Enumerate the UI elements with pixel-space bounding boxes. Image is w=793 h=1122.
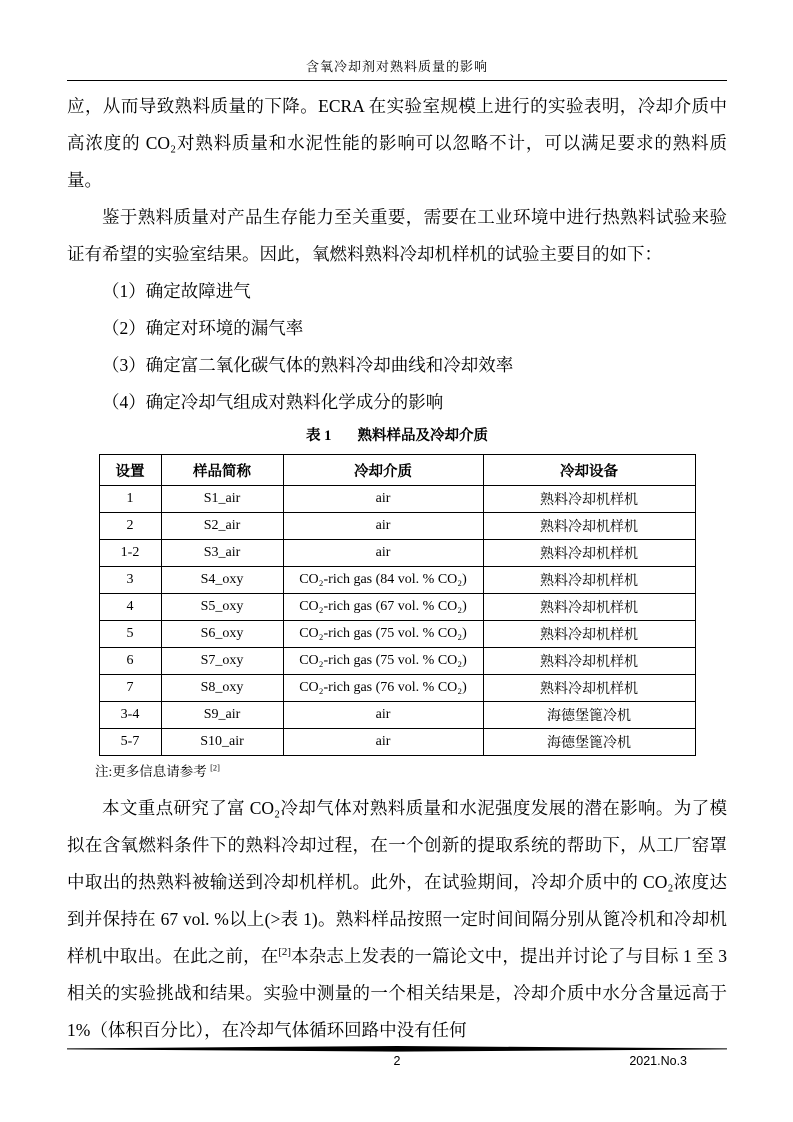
objectives-list — [67, 273, 727, 421]
table-caption-title: 熟料样品及冷却介质 — [357, 428, 488, 444]
cell-device: 海德堡篦冷机 — [483, 729, 695, 756]
cell-setup: 4 — [99, 594, 161, 621]
cell-setup: 7 — [99, 675, 161, 702]
table-row — [99, 594, 695, 621]
cell-setup: 3 — [99, 567, 161, 594]
footer-rule — [67, 1046, 727, 1053]
cell-setup: 2 — [99, 513, 161, 540]
header-rule — [67, 80, 727, 81]
cell-sample: S4_oxy — [161, 567, 283, 594]
table-row — [99, 702, 695, 729]
cell-device: 海德堡篦冷机 — [483, 702, 695, 729]
cell-sample: S10_air — [161, 729, 283, 756]
cell-sample: S9_air — [161, 702, 283, 729]
cell-sample: S1_air — [161, 486, 283, 513]
cell-medium: air — [283, 513, 483, 540]
table-row — [99, 540, 695, 567]
samples-table — [99, 454, 696, 756]
table-row — [99, 486, 695, 513]
paragraph-3 — [67, 790, 727, 1049]
cell-device: 熟料冷却机样机 — [483, 621, 695, 648]
paragraph-3-text: 本文重点研究了富 CO₂冷却气体对熟料质量和水泥强度发展的潜在影响。为了模拟在含氧燃料条件下的熟料冷却过程，在一个创新的提取系统的帮助下，从工厂窑罩中取出的热熟料被输送到冷却机样机。此外，在试验期间，冷却介质中的 CO₂浓度达到并保持在 67 vol. %以上(>表 1)。熟料样品按照一定时间间隔分别从篦冷机和冷却机样机中取出。在此之前，在 — [67, 798, 727, 966]
citation-ref: [2] — [210, 763, 220, 773]
cell-medium: CO₂-rich gas (76 vol. % CO₂) — [283, 675, 483, 702]
cell-sample: S8_oxy — [161, 675, 283, 702]
objective-item-4: （4）确定冷却气组成对熟料化学成分的影响 — [102, 392, 444, 412]
page-footer — [67, 1046, 727, 1074]
cell-medium: air — [283, 702, 483, 729]
cell-setup: 6 — [99, 648, 161, 675]
column-header-device: 冷却设备 — [483, 455, 695, 486]
cell-medium: air — [283, 540, 483, 567]
issue-label: 2021.No.3 — [629, 1054, 687, 1068]
column-header-medium: 冷却介质 — [283, 455, 483, 486]
cell-sample: S5_oxy — [161, 594, 283, 621]
cell-device: 熟料冷却机样机 — [483, 513, 695, 540]
table-row — [99, 513, 695, 540]
cell-setup: 5 — [99, 621, 161, 648]
table-row — [99, 675, 695, 702]
table-header-row — [99, 455, 695, 486]
objective-item-1: （1）确定故障进气 — [102, 281, 251, 301]
table-caption-label: 表 1 — [306, 428, 332, 444]
cell-device: 熟料冷却机样机 — [483, 594, 695, 621]
objective-item-2: （2）确定对环境的漏气率 — [102, 318, 304, 338]
cell-sample: S2_air — [161, 513, 283, 540]
objective-item-3: （3）确定富二氧化碳气体的熟料冷却曲线和冷却效率 — [102, 355, 514, 375]
footer-row — [67, 1054, 727, 1074]
cell-medium: CO₂-rich gas (75 vol. % CO₂) — [283, 648, 483, 675]
cell-device: 熟料冷却机样机 — [483, 675, 695, 702]
cell-setup: 3-4 — [99, 702, 161, 729]
cell-device: 熟料冷却机样机 — [483, 648, 695, 675]
cell-device: 熟料冷却机样机 — [483, 486, 695, 513]
cell-medium: air — [283, 486, 483, 513]
cell-setup: 5-7 — [99, 729, 161, 756]
paragraph-2: 鉴于熟料质量对产品生存能力至关重要，需要在工业环境中进行热熟料试验来验证有希望的实验室结果。因此，氧燃料熟料冷却机样机的试验主要目的如下： — [67, 207, 727, 264]
table-note-text: 注:更多信息请参考 — [95, 764, 211, 779]
cell-medium: CO₂-rich gas (67 vol. % CO₂) — [283, 594, 483, 621]
cell-medium: CO₂-rich gas (75 vol. % CO₂) — [283, 621, 483, 648]
running-title: 含氧冷却剂对熟料质量的影响 — [305, 59, 488, 74]
cell-setup: 1 — [99, 486, 161, 513]
cell-device: 熟料冷却机样机 — [483, 540, 695, 567]
table-note — [95, 763, 727, 781]
page-content — [67, 0, 727, 1049]
table-row — [99, 621, 695, 648]
paragraph-1: 应，从而导致熟料质量的下降。ECRA 在实验室规模上进行的实验表明，冷却介质中高浓度的 CO₂对熟料质量和水泥性能的影响可以忽略不计，可以满足要求的熟料质量。 — [67, 96, 727, 190]
table-row — [99, 648, 695, 675]
cell-sample: S6_oxy — [161, 621, 283, 648]
cell-device: 熟料冷却机样机 — [483, 567, 695, 594]
column-header-sample: 样品简称 — [161, 455, 283, 486]
cell-sample: S7_oxy — [161, 648, 283, 675]
citation-ref: [2] — [278, 946, 291, 959]
table-row — [99, 567, 695, 594]
cell-medium: air — [283, 729, 483, 756]
cell-medium: CO₂-rich gas (84 vol. % CO₂) — [283, 567, 483, 594]
paragraph-3-text: 本杂志上发表的一篇论文中，提出并讨论了与目标 1 至 3 相关的实验挑战和结果。实验中测量的一个相关结果是，冷却介质中水分含量远高于 1%（体积百分比），在冷却气体循环回路中没有任何 — [67, 946, 728, 1040]
cell-sample: S3_air — [161, 540, 283, 567]
column-header-setup: 设置 — [99, 455, 161, 486]
table-caption — [67, 426, 727, 446]
page-number: 2 — [393, 1054, 401, 1068]
cell-setup: 1-2 — [99, 540, 161, 567]
table-row — [99, 729, 695, 756]
